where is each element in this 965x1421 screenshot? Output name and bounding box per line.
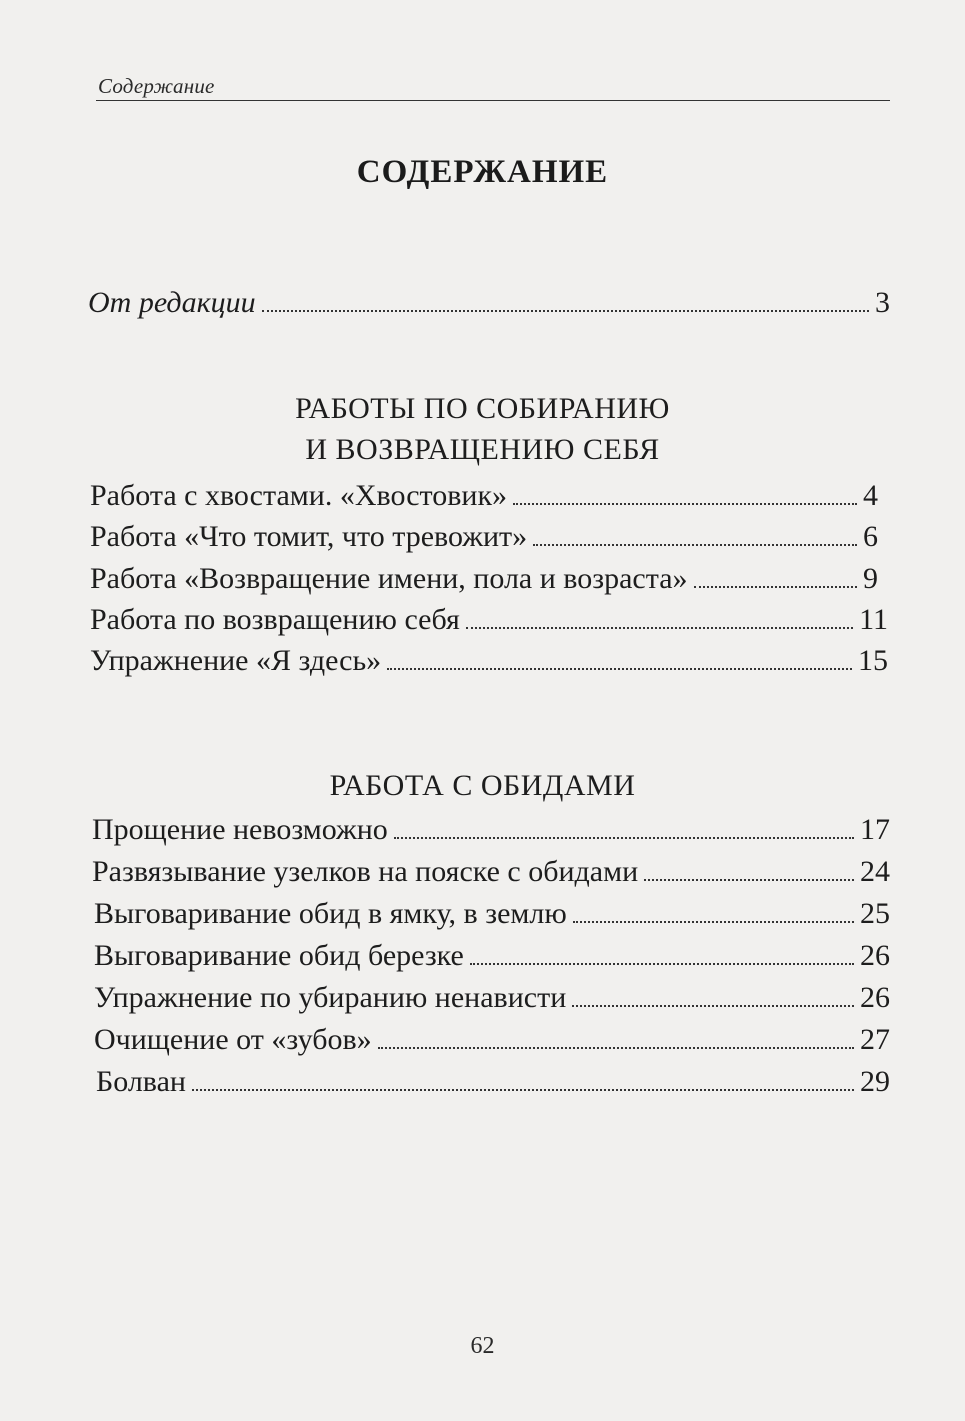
- toc-dot-leader: [262, 310, 869, 312]
- toc-dot-leader: [470, 963, 854, 965]
- toc-entry-page: 15: [858, 644, 888, 677]
- toc-dot-leader: [644, 879, 854, 881]
- page-title: СОДЕРЖАНИЕ: [356, 154, 609, 190]
- header-rule: [96, 100, 890, 101]
- toc-dot-leader: [466, 627, 853, 629]
- toc-dot-leader: [387, 668, 852, 670]
- toc-entry-page: 6: [863, 520, 878, 553]
- toc-entry-page: 4: [863, 479, 878, 512]
- toc-entry[interactable]: [90, 600, 888, 640]
- toc-entry-label: Упражнение «Я здесь»: [90, 644, 382, 677]
- toc-entry-label: Упражнение по убиранию ненависти: [94, 981, 567, 1014]
- toc-dot-leader: [533, 544, 857, 546]
- toc-entry-page: 24: [860, 855, 890, 888]
- toc-entry-label: Выговаривание обид березке: [94, 939, 464, 972]
- toc-entry-page: 11: [859, 603, 888, 636]
- toc-entry-page: 27: [860, 1023, 890, 1056]
- toc-entry-intro[interactable]: [88, 283, 890, 323]
- toc-entry-page: 9: [863, 562, 878, 595]
- toc-entry-page: 3: [875, 286, 890, 319]
- toc-dot-leader: [378, 1047, 854, 1049]
- toc-entry-label: Выговаривание обид в ямку, в землю: [94, 897, 567, 930]
- toc-entry-label: Прощение невозможно: [92, 813, 388, 846]
- toc-entry-label: Очищение от «зубов»: [94, 1023, 372, 1056]
- toc-entry-label: Работа «Что томит, что тревожит»: [90, 520, 528, 553]
- toc-entry[interactable]: [96, 1062, 890, 1102]
- toc-entry-label: Работа «Возвращение имени, пола и возраста»: [90, 562, 688, 595]
- toc-entry-label: Работа с хвостами. «Хвостовик»: [90, 479, 508, 512]
- toc-entry[interactable]: [90, 476, 878, 516]
- toc-entry-label: От редакции: [88, 286, 256, 319]
- toc-entry-page: 26: [860, 939, 890, 972]
- toc-dot-leader: [694, 586, 857, 588]
- toc-entry[interactable]: [92, 852, 890, 892]
- toc-entry[interactable]: [92, 810, 890, 850]
- toc-entry-page: 17: [860, 813, 890, 846]
- section-heading: РАБОТА С ОБИДАМИ: [329, 769, 636, 802]
- running-header: Содержание: [98, 74, 215, 98]
- toc-entry-label: Болван: [96, 1065, 186, 1098]
- toc-dot-leader: [192, 1089, 854, 1091]
- page-number: 62: [470, 1333, 495, 1359]
- toc-entry-page: 25: [860, 897, 890, 930]
- toc-dot-leader: [394, 837, 854, 839]
- toc-entry-page: 29: [860, 1065, 890, 1098]
- toc-entry-label: Работа по возвращению себя: [90, 603, 460, 636]
- toc-entry[interactable]: [94, 978, 890, 1018]
- toc-entry[interactable]: [94, 1020, 890, 1060]
- toc-entry[interactable]: [94, 936, 890, 976]
- toc-dot-leader: [572, 1005, 854, 1007]
- toc-entry[interactable]: [94, 894, 890, 934]
- section-heading: И ВОЗВРАЩЕНИЮ СЕБЯ: [305, 433, 660, 466]
- toc-dot-leader: [573, 921, 854, 923]
- toc-entry[interactable]: [90, 559, 878, 599]
- section-heading: РАБОТЫ ПО СОБИРАНИЮ: [295, 392, 670, 425]
- toc-entry[interactable]: [90, 517, 878, 557]
- toc-entry-page: 26: [860, 981, 890, 1014]
- toc-entry-label: Развязывание узелков на пояске с обидами: [92, 855, 639, 888]
- toc-dot-leader: [513, 503, 857, 505]
- toc-entry[interactable]: [90, 641, 888, 681]
